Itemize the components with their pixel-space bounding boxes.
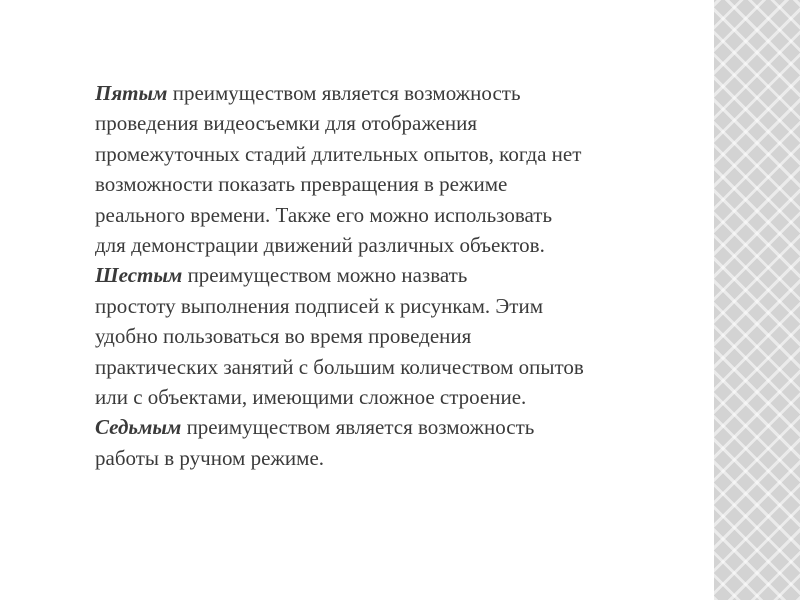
paragraph-line (55, 412, 695, 442)
decorative-side-pattern (714, 0, 800, 600)
paragraph-line: удобно пользоваться во время проведения (95, 324, 472, 349)
paragraph-lead-word: Седьмым (95, 415, 182, 440)
paragraph-sixth-advantage (55, 260, 695, 412)
paragraph-line-text: преимуществом является возможность (181, 415, 535, 440)
paragraph-line: практических занятий с большим количеством опытов (95, 354, 584, 379)
paragraph-line: промежуточных стадий длительных опытов, когда нет (95, 141, 582, 166)
paragraph-line: для демонстрации движений различных объектов. (95, 233, 545, 258)
paragraph-line: проведения видеосъемки для отображения (95, 111, 478, 136)
paragraph-line: или с объектами, имеющими сложное строение. (95, 385, 527, 410)
paragraph-line: реального времени. Также его можно использовать (95, 202, 553, 227)
paragraph-lead-word: Шестым (95, 263, 183, 288)
paragraph-line: возможности показать превращения в режиме (95, 172, 508, 197)
paragraph-line-text: преимуществом является возможность (167, 81, 521, 105)
paragraph-line: простоту выполнения подписей к рисункам. Этим (95, 293, 543, 318)
paragraph-line-text: преимуществом можно назвать (182, 263, 468, 288)
paragraph-line (55, 78, 695, 108)
paragraph-line: работы в ручном режиме. (95, 445, 325, 470)
paragraph-fifth-advantage (55, 78, 695, 260)
slide-text (55, 78, 695, 473)
paragraph-line (55, 260, 695, 290)
paragraph-seventh-advantage (55, 412, 695, 473)
paragraph-lead-word: Пятым (95, 81, 168, 105)
